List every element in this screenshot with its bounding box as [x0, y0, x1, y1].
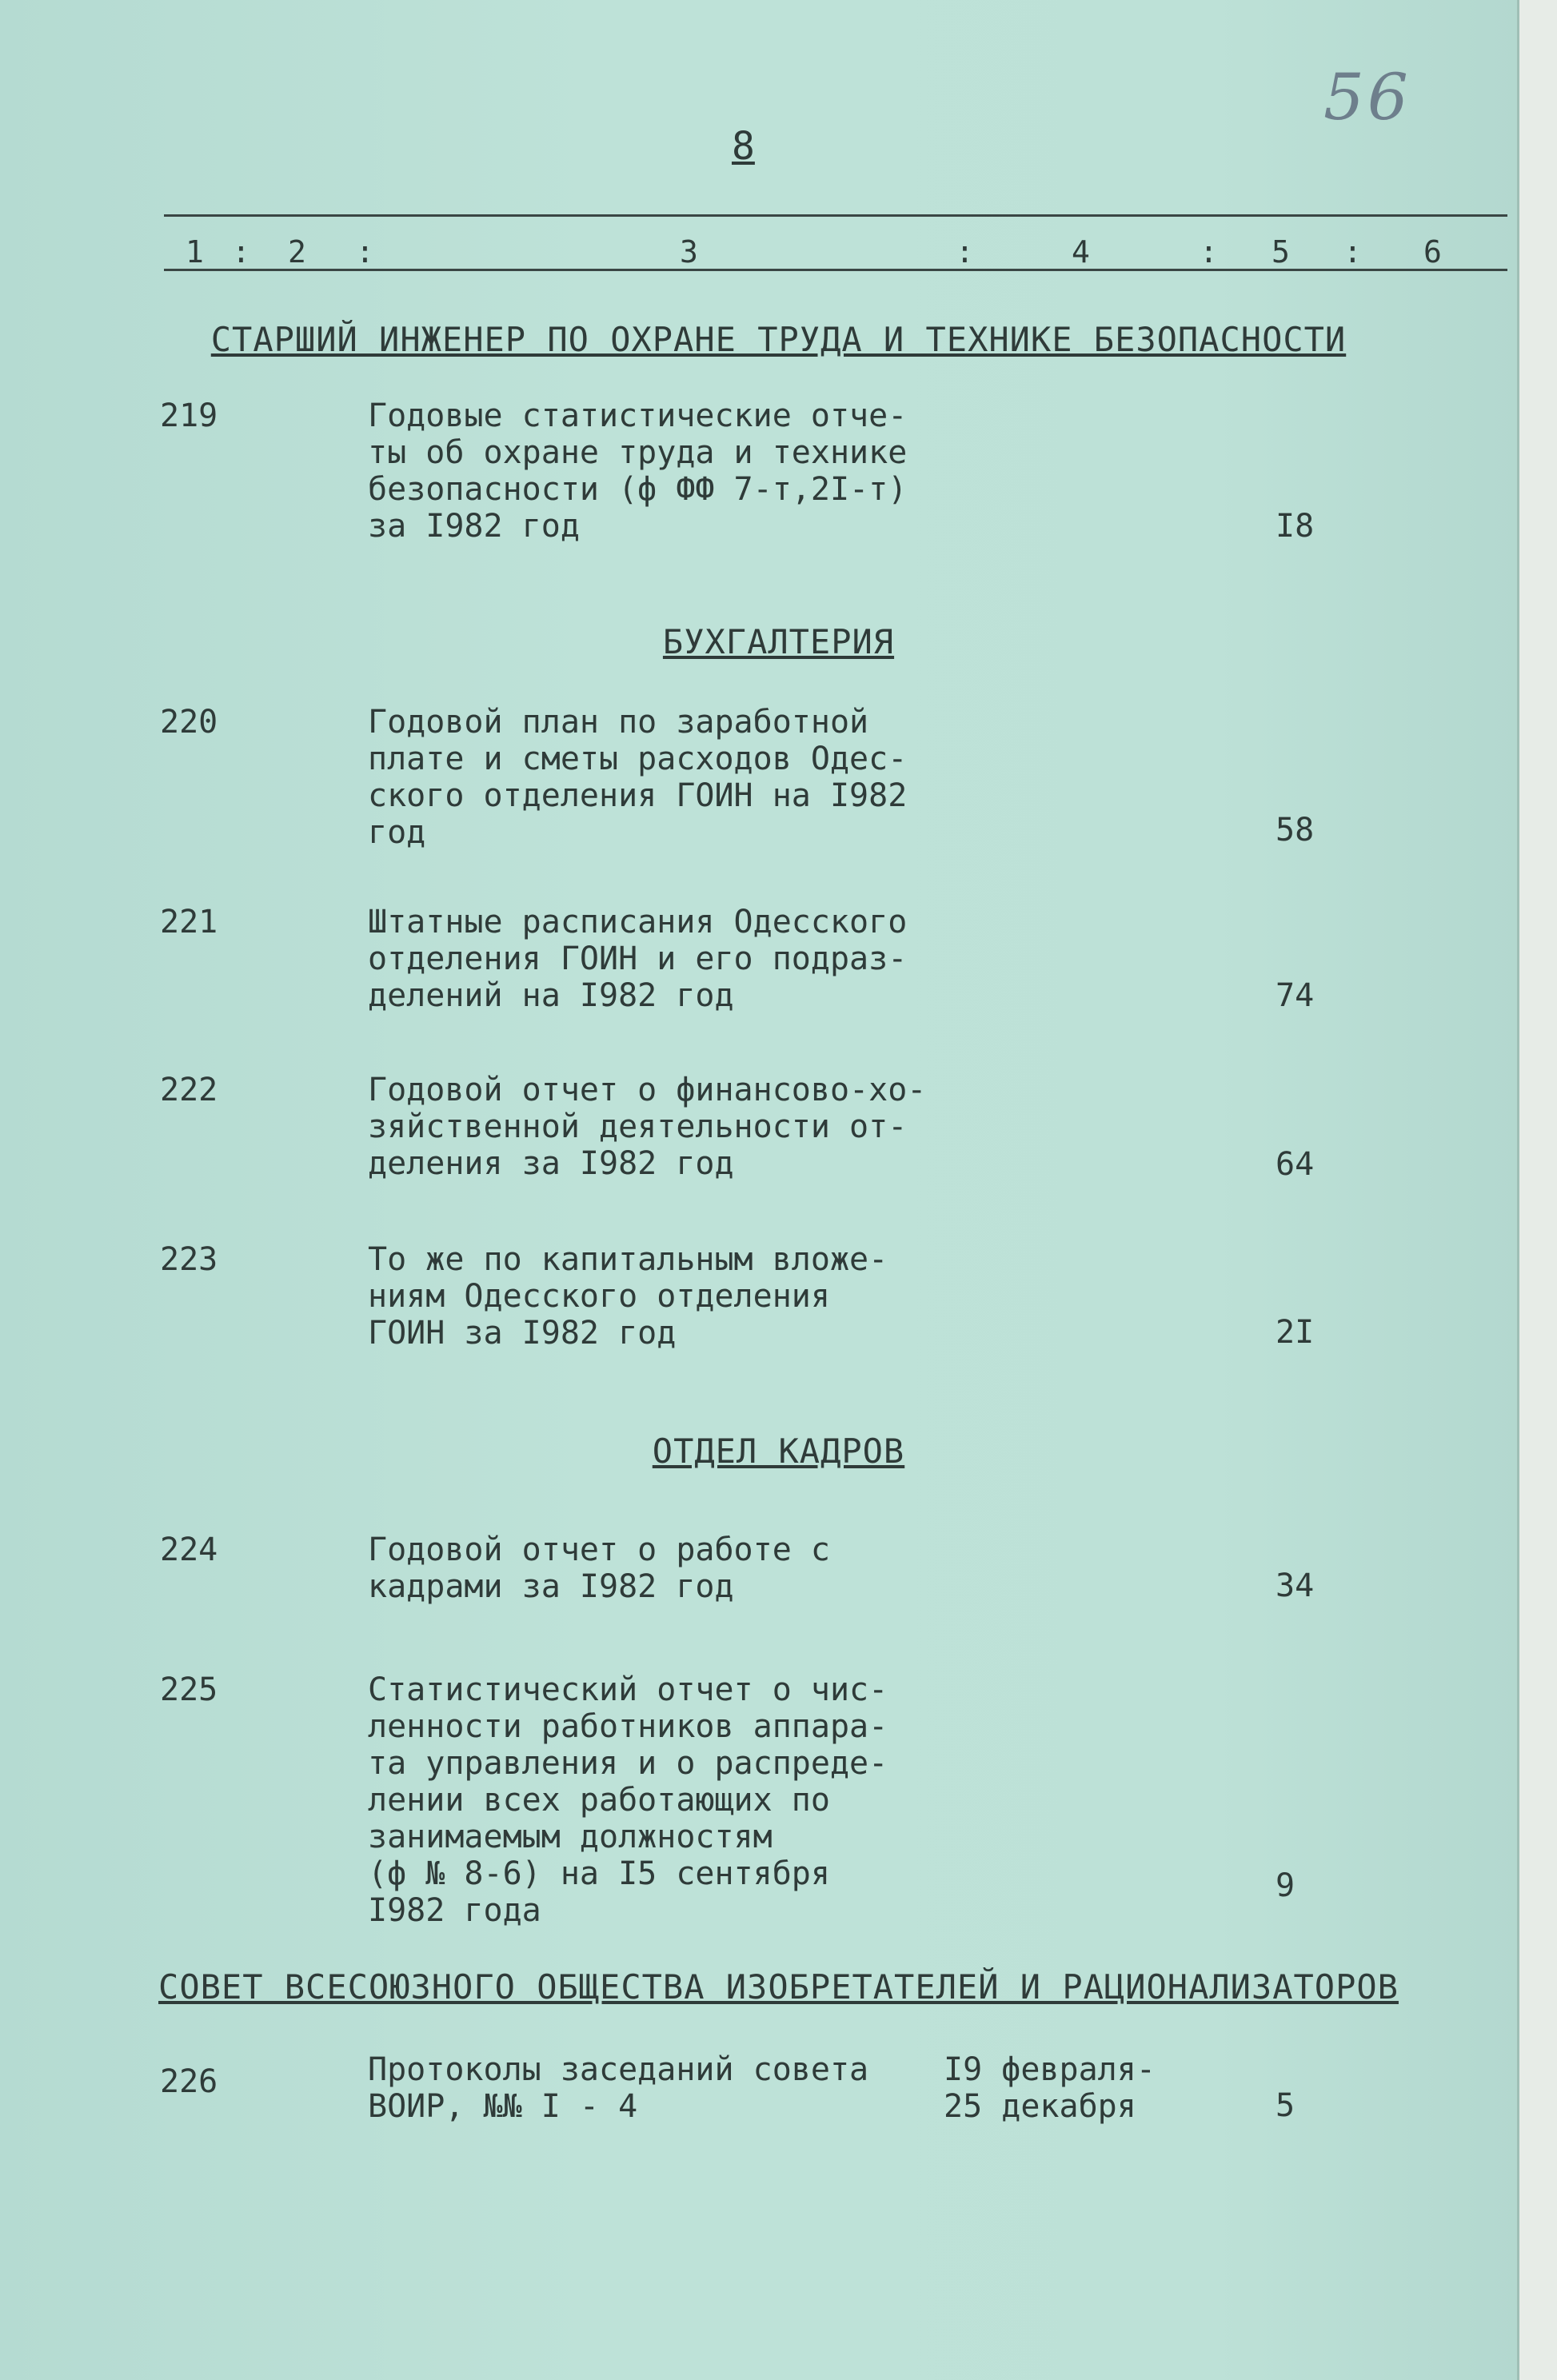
- entry-number: 222: [160, 1072, 218, 1108]
- section-heading: ОТДЕЛ КАДРОВ: [652, 1432, 905, 1471]
- section-heading: БУХГАЛТЕРИЯ: [662, 622, 895, 661]
- entry-title: Годовой план по заработной плате и сметы расходов Одес- ского отделения ГОИН на I982 год: [368, 704, 908, 851]
- column-header: 4: [1072, 234, 1090, 270]
- entry-sheets: 2I: [1276, 1314, 1315, 1351]
- entry-sheets: 9: [1276, 1867, 1296, 1904]
- handwritten-page-number: 56: [1323, 60, 1411, 134]
- column-header: 2: [288, 234, 306, 270]
- column-separator: :: [232, 234, 250, 270]
- entry-number: 223: [160, 1241, 218, 1278]
- entry-number: 220: [160, 704, 218, 741]
- entry-number: 226: [160, 2063, 218, 2100]
- entry-number: 219: [160, 397, 218, 434]
- column-header: 5: [1272, 234, 1290, 270]
- entry-number: 224: [160, 1531, 218, 1568]
- entry-sheets: 64: [1276, 1146, 1315, 1183]
- page-number: 8: [732, 124, 755, 169]
- entry-sheets: 74: [1276, 977, 1315, 1014]
- column-separator: :: [1343, 234, 1362, 270]
- entry-title: Годовые статистические отче- ты об охране труда и технике безопасности (ф ФФ 7-т,2I-т) за I982 год: [368, 397, 908, 545]
- entry-title: Годовой отчет о финансово-хо- зяйственной деятельности от- деления за I982 год: [368, 1072, 927, 1182]
- column-header: 6: [1423, 234, 1442, 270]
- entry-title: Штатные расписания Одесского отделения ГОИН и его подраз- делений на I982 год: [368, 904, 908, 1014]
- column-separator: :: [956, 234, 974, 270]
- entry-sheets: I8: [1276, 508, 1315, 545]
- section-heading: СОВЕТ ВСЕСОЮЗНОГО ОБЩЕСТВА ИЗОБРЕТАТЕЛЕЙ И РАЦИОНАЛИЗАТОРОВ: [158, 1967, 1399, 2007]
- entry-sheets: 5: [1276, 2087, 1296, 2124]
- header-rule-top: [164, 214, 1507, 217]
- column-separator: :: [356, 234, 374, 270]
- column-header: 3: [680, 234, 698, 270]
- section-heading: СТАРШИЙ ИНЖЕНЕР ПО ОХРАНЕ ТРУДА И ТЕХНИКЕ БЕЗОПАСНОСТИ: [210, 320, 1347, 359]
- entry-title: Статистический отчет о чис- ленности работников аппара- та управления и о распреде- лении всех работающих по занимаемым должностям (ф № 8-6) на I5 сентября I982 года: [368, 1671, 888, 1929]
- entry-dates: I9 февраля- 25 декабря: [944, 2051, 1156, 2125]
- entry-title: Годовой отчет о работе с кадрами за I982 год: [368, 1531, 830, 1605]
- entry-sheets: 58: [1276, 812, 1315, 849]
- entry-number: 221: [160, 904, 218, 940]
- entry-title: Протоколы заседаний совета ВОИР, №№ I - 4: [368, 2051, 869, 2125]
- entry-sheets: 34: [1276, 1567, 1315, 1604]
- column-header: 1: [186, 234, 204, 270]
- entry-title: То же по капитальным вложе- ниям Одесского отделения ГОИН за I982 год: [368, 1241, 888, 1352]
- entry-number: 225: [160, 1671, 218, 1708]
- column-separator: :: [1200, 234, 1218, 270]
